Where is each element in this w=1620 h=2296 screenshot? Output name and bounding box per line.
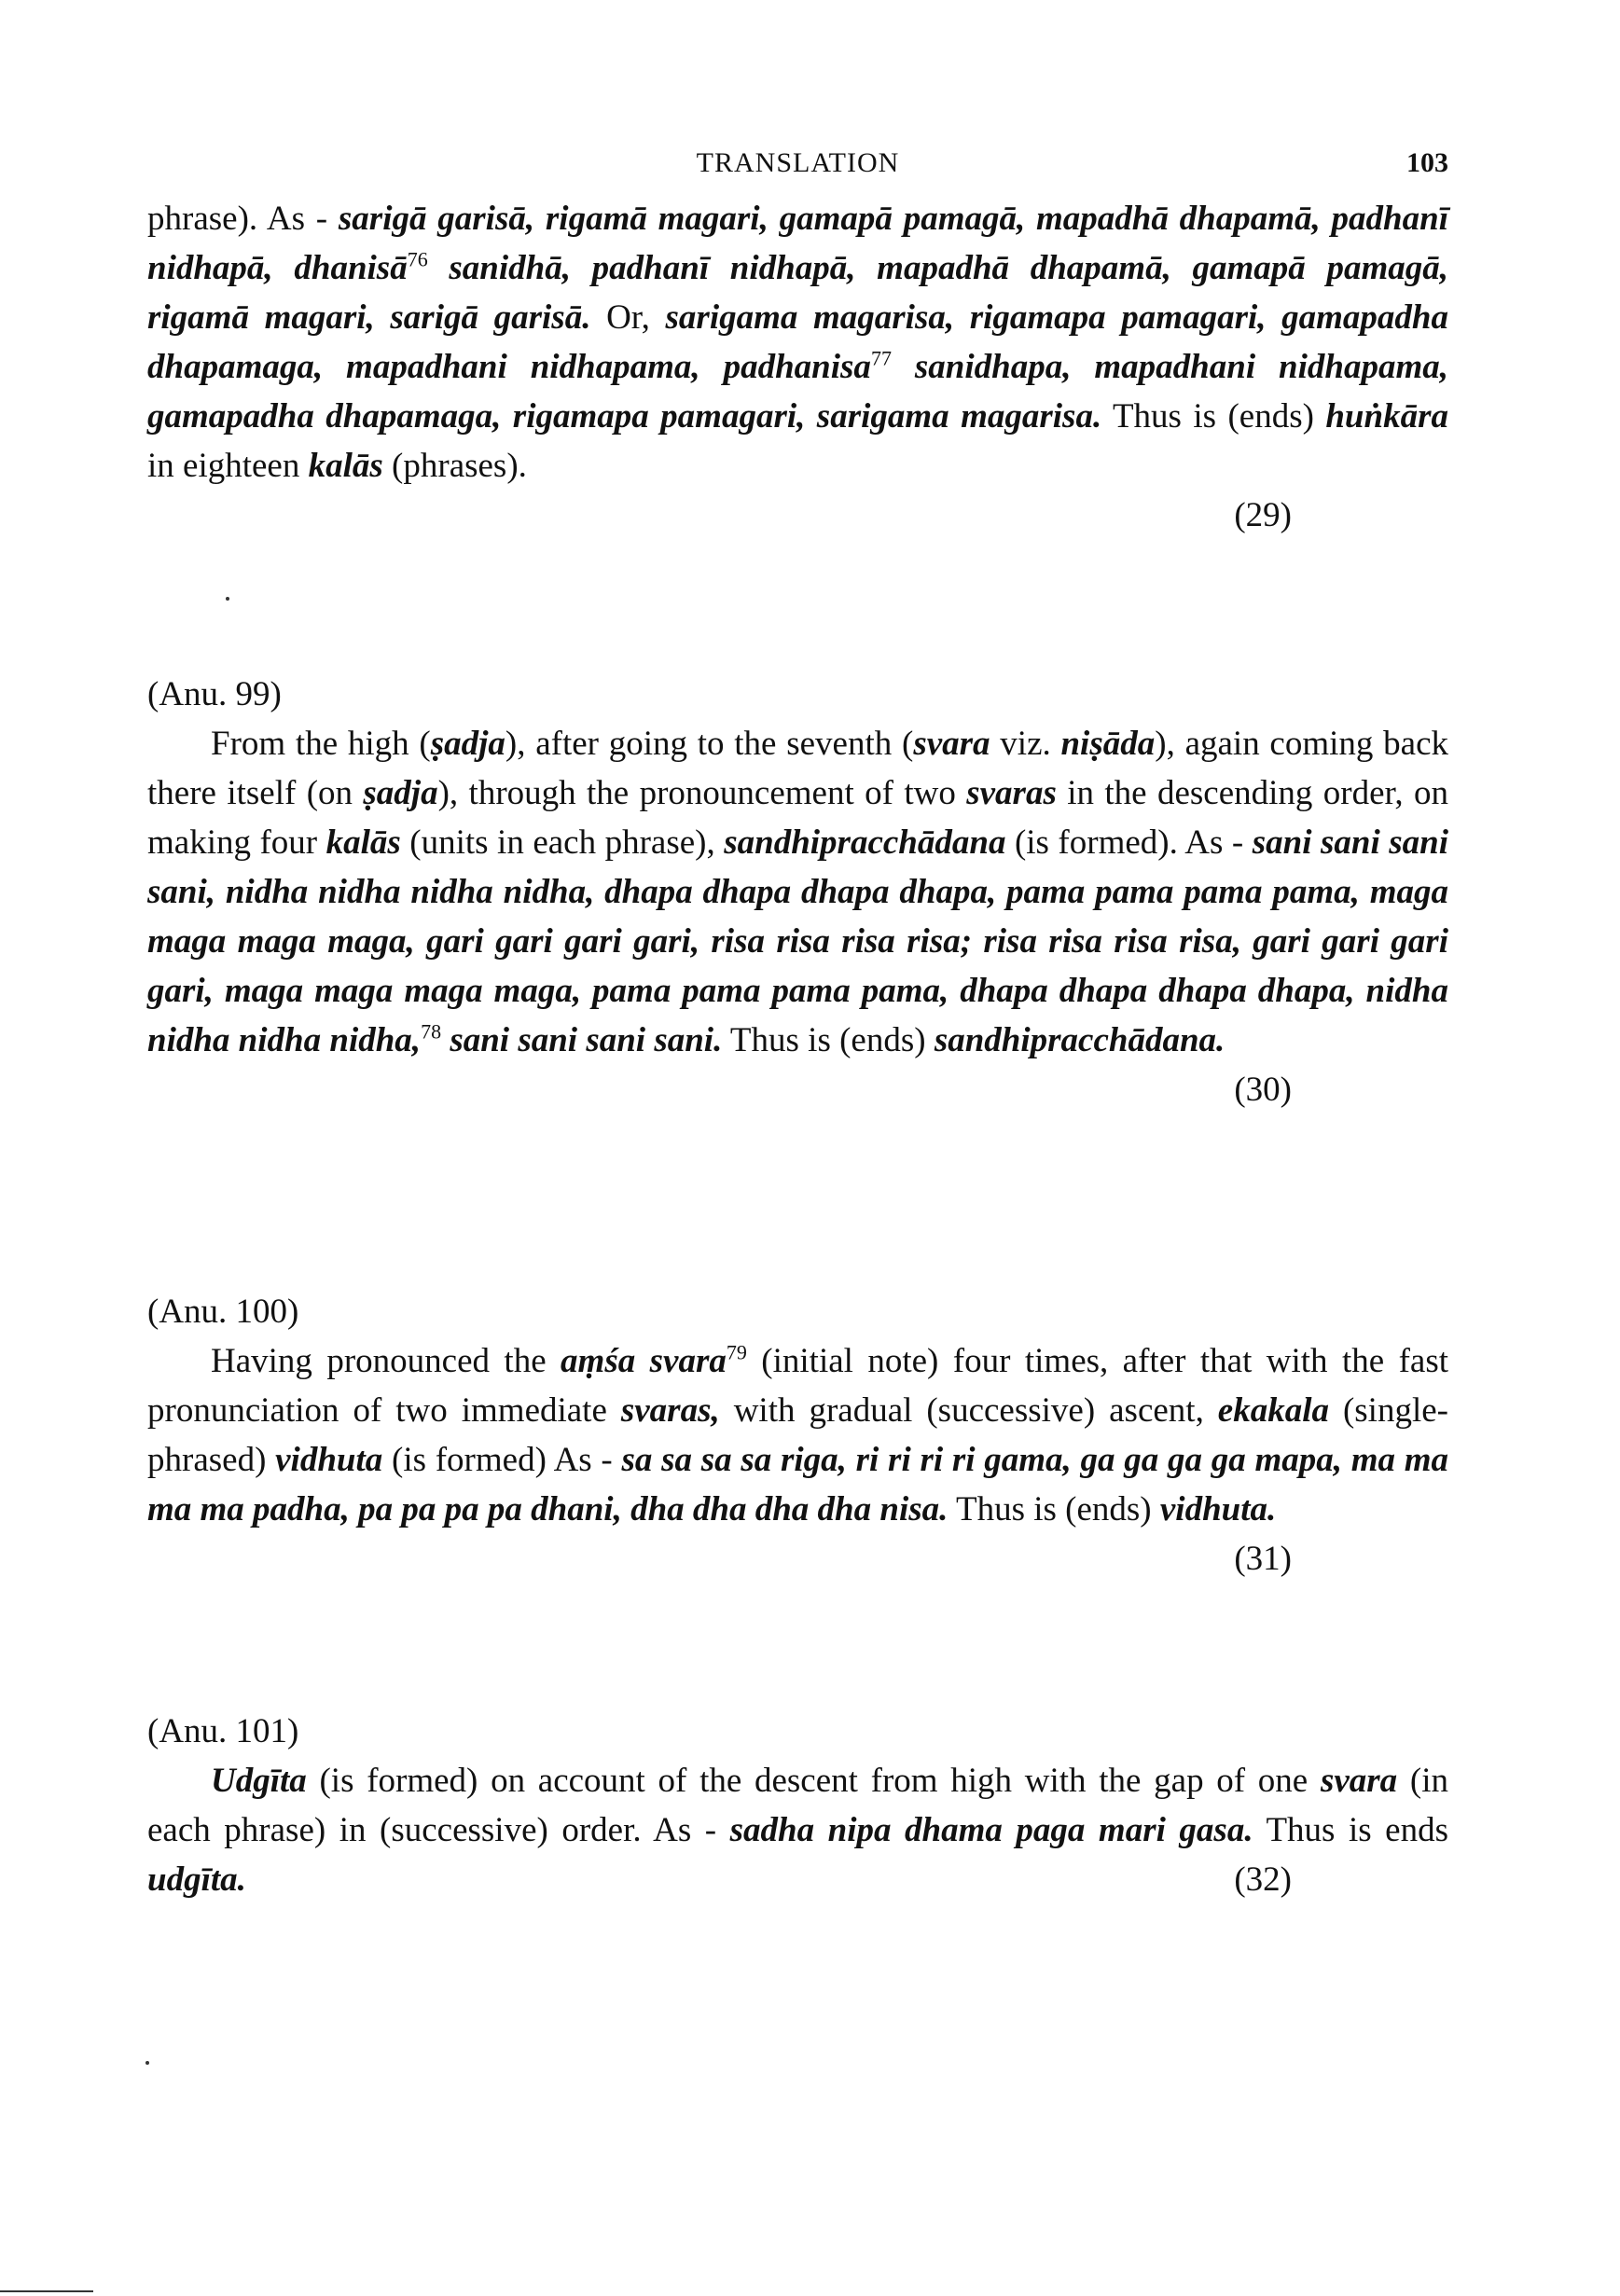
section-heading: (Anu. 101)	[147, 1712, 299, 1750]
verse-number: (29)	[1234, 496, 1292, 534]
paragraph-vidhuta: Having pronounced the aṃśa svara$^{79}$ (initial note) four times, after that with the fast pronunciation of two immediate svaras, with gradual (successive) ascent, ekakala (single-phrased) vidhuta (is formed) As - sa sa sa sa riga, ri ri ri ri gama, ga ga ga ga mapa, ma ma ma ma padha, pa pa pa pa dhani, dha dha dha dha nisa. Thus is (ends) vidhuta. (31)	[147, 1336, 1448, 1534]
footnote-ref-77: 77	[870, 346, 892, 370]
section-hunkara	[147, 194, 1448, 540]
paragraph-sandhipracchadana: From the high (ṣadja), after going to the seventh (svara viz. niṣāda), again coming back there itself (on ṣadja), through the pronouncement of two svaras in the descending order, on making four kalās (units in each phrase), sandhipracchādana (is formed). As - sani sani sani sani, nidha nidha nidha nidha, dhapa dhapa dhapa dhapa, pama pama pama pama, maga maga maga maga, gari gari gari gari, risa risa risa risa; risa risa risa risa, gari gari gari gari, maga maga maga maga, pama pama pama pama, dhapa dhapa dhapa dhapa, nidha nidha nidha nidha,$^{78}$ sani sani sani sani. Thus is (ends) sandhipracchādana. (30)	[147, 719, 1448, 1065]
running-head: TRANSLATION	[696, 147, 900, 178]
footnote-ref-78: 78	[421, 1019, 442, 1044]
footnote-ref-79: 79	[726, 1340, 747, 1364]
section-heading: (Anu. 99)	[147, 675, 282, 713]
verse-number: (30)	[1234, 1071, 1292, 1109]
stray-dot	[226, 597, 229, 601]
verse-number: (31)	[1234, 1540, 1292, 1578]
footnote-ref-76: 76	[407, 247, 428, 271]
section-anu-99	[147, 670, 1448, 1114]
section-anu-100	[147, 1287, 1448, 1584]
section-heading: (Anu. 100)	[147, 1293, 299, 1331]
paragraph-udgita: Udgīta (is formed) on account of the descent from high with the gap of one svara (in each phrase) in (successive) order. As - sadha nipa dhama paga mari gasa. Thus is ends udgīta. (32)	[147, 1756, 1448, 1904]
verse-number: (32)	[1234, 1860, 1292, 1899]
section-anu-101	[147, 1707, 1448, 1904]
page-header	[147, 147, 1448, 194]
paragraph-hunkara: phrase). As - sarigā garisā, rigamā magari, gamapā pamagā, mapadhā dhapamā, padhanī nidhapā, dhanisā$^{76}$ sanidhā, padhanī nidhapā, mapadhā dhapamā, gamapā pamagā, rigamā magari, sarigā garisā. Or, sarigama magarisa, rigamapa pamagari, gamapadha dhapamaga, mapadhani nidhapama, padhanisa$^{77}$ sanidhapa, mapadhani nidhapama, gamapadha dhapamaga, rigamapa pamagari, sarigama magarisa. Thus is (ends) huṅkāra in eighteen kalās (phrases).	[147, 200, 1449, 485]
page-edge-rule	[0, 2290, 93, 2292]
page-number: 103	[1406, 147, 1448, 178]
stray-dot	[145, 2061, 149, 2065]
